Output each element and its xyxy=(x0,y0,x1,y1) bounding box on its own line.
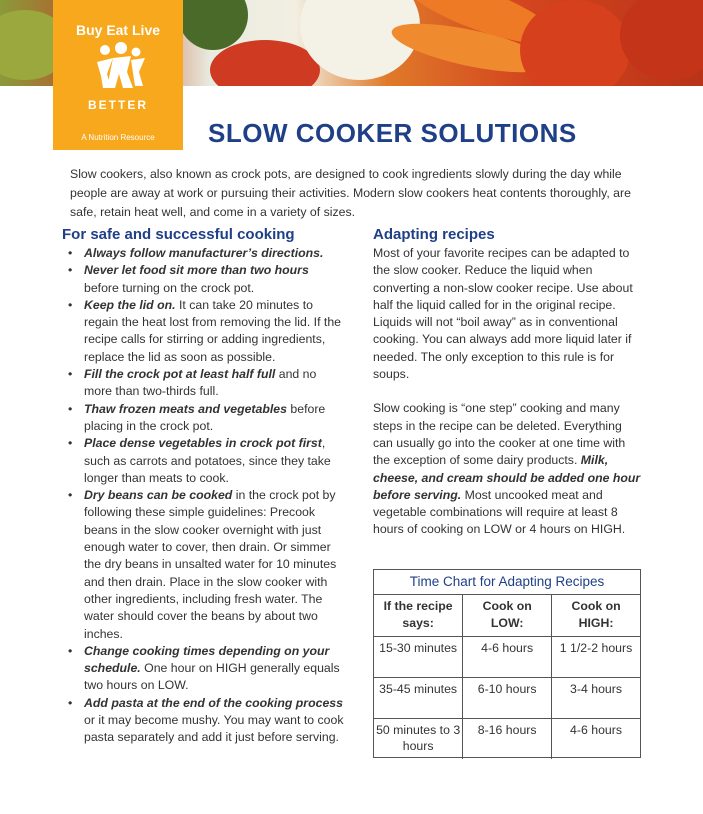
safe-cooking-list xyxy=(62,245,347,747)
list-item xyxy=(84,366,347,401)
page-title: SLOW COOKER SOLUTIONS xyxy=(208,118,577,148)
table-cell: 15-30 minutes xyxy=(374,637,463,678)
list-item xyxy=(84,695,347,747)
list-item-bold: Change cooking times depending on your schedule. xyxy=(84,643,330,676)
list-item-text: before turning on the crock pot. xyxy=(84,280,255,295)
list-item-bold: Keep the lid on. xyxy=(84,297,176,312)
logo-better: BETTER xyxy=(88,98,148,112)
table-cell: 4-6 hours xyxy=(463,637,552,678)
table-row xyxy=(374,637,640,678)
table-cell: 6-10 hours xyxy=(463,678,552,719)
table-cell: 50 minutes to 3 hours xyxy=(374,719,463,760)
list-item-text: One hour on HIGH generally equals two hours on LOW. xyxy=(84,661,340,693)
adapting-recipes-section xyxy=(373,226,645,539)
logo-word-eat: Eat xyxy=(106,22,129,38)
logo-word-live: Live xyxy=(132,22,161,38)
list-item-text: It can take 20 minutes to regain the heat lost from removing the lid. If the recipe calls for stirring or adding ingredients, replace the lid as soon as possible. xyxy=(84,297,342,364)
time-chart-title: Time Chart for Adapting Recipes xyxy=(409,574,605,589)
list-item-text: or it may become mushy. You may want to cook pasta separately and add it just before serving. xyxy=(84,713,344,745)
adapting-paragraph-2 xyxy=(373,400,645,538)
list-item xyxy=(84,245,347,262)
table-cell: 8-16 hours xyxy=(463,719,552,760)
adapting-recipes-heading: Adapting recipes xyxy=(373,226,495,243)
list-item-bold: Always follow manufacturer’s directions. xyxy=(84,246,324,260)
intro-paragraph: Slow cookers, also known as crock pots, are designed to cook ingredients slowly during the day while people are away at work or pursuing their activities. Modern slow cookers heat contents thoroughly, are safe, retain heat well, and come in a variety of sizes. xyxy=(70,167,631,219)
table-header-row xyxy=(374,595,640,637)
list-item-bold: Add pasta at the end of the cooking process xyxy=(84,695,343,710)
list-item-bold: Fill the crock pot at least half full xyxy=(84,367,276,382)
table-cell: 4-6 hours xyxy=(552,719,640,760)
people-figures-icon xyxy=(91,40,147,90)
logo-words xyxy=(53,22,183,38)
adapting-paragraph-1: Most of your favorite recipes can be adapted to the slow cooker. Reduce the liquid when converting a non-slow cooker recipe. Use about half the liquid called for in the original recipe. Liquids will not “boil away” as in conventional cooking. You can always add more liquid later if needed. The only exception to this rule is for soups. xyxy=(373,246,633,382)
paragraph-text: Slow cooking is “one step” cooking and many steps in the recipe can be deleted. Everything can usually go into the cooker at one time with the exception of some dairy products. xyxy=(373,401,626,468)
table-cell: 35-45 minutes xyxy=(374,678,463,719)
safe-cooking-section xyxy=(62,226,347,747)
list-item-text: and no more than two-thirds full. xyxy=(84,367,317,399)
list-item-text: in the crock pot by following these simple guidelines: Precook beans in the slow cooker overnight with just enough water to cover, then drain. Or simmer the dry beans in unsalted water for 10 minutes and then drain. Place in the slow cooker with other ingredients, including fresh water. The water should cover the beans by about two inches. xyxy=(84,488,337,641)
time-chart-table xyxy=(374,594,640,759)
list-item xyxy=(84,262,347,297)
list-item-text: before placing in the crock pot. xyxy=(84,401,326,433)
time-chart-box xyxy=(373,569,641,758)
list-item-bold: Never let food sit more than two hours xyxy=(84,263,309,278)
safe-cooking-heading: For safe and successful cooking xyxy=(62,226,295,243)
list-item xyxy=(84,487,347,643)
list-item xyxy=(84,435,347,487)
list-item-bold: Dry beans can be cooked xyxy=(84,488,233,503)
table-cell: 1 1/2-2 hours xyxy=(552,637,640,678)
list-item-text: , such as carrots and potatoes, since they take longer than meats to cook. xyxy=(84,436,331,485)
paragraph-bold-text: Milk, cheese, and cream should be added one hour before serving. xyxy=(373,453,641,502)
logo-tagline: A Nutrition Resource xyxy=(81,133,155,142)
list-item-bold: Place dense vegetables in crock pot first xyxy=(84,436,322,451)
list-item xyxy=(84,297,347,366)
paragraph-text: Most uncooked meat and vegetable combinations will require at least 8 hours of cooking on LOW or 4 hours on HIGH. xyxy=(373,487,626,537)
list-item xyxy=(84,643,347,695)
table-row xyxy=(374,719,640,760)
table-header-cell: If the recipe says: xyxy=(374,595,463,637)
table-row xyxy=(374,678,640,719)
list-item xyxy=(84,401,347,436)
table-header-cell: Cook on HIGH: xyxy=(552,595,640,637)
table-header-cell: Cook on LOW: xyxy=(463,595,552,637)
list-item-bold: Thaw frozen meats and vegetables xyxy=(84,401,287,416)
table-cell: 3-4 hours xyxy=(552,678,640,719)
buy-eat-live-better-logo xyxy=(53,0,183,150)
logo-word-buy: Buy xyxy=(75,22,103,38)
